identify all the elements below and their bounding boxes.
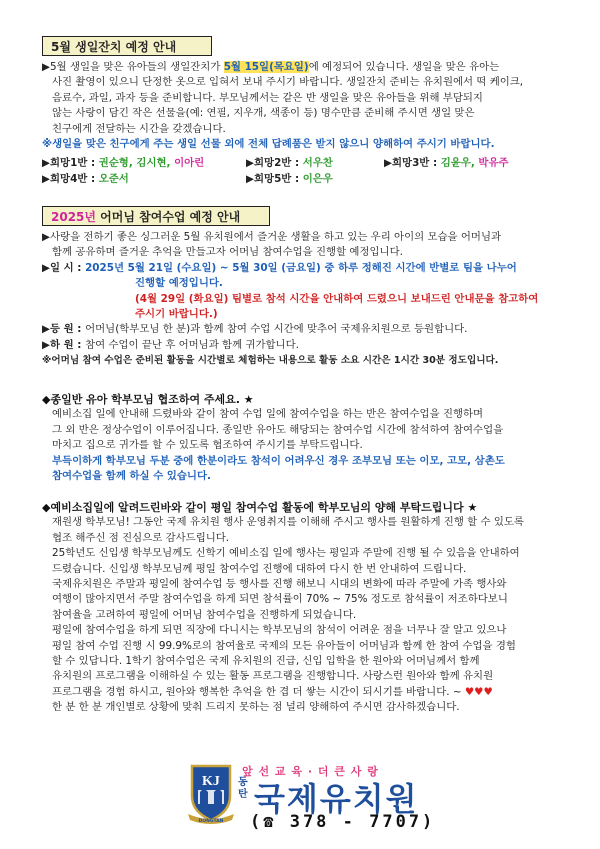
text-line: 예비소집 일에 안내해 드렸바와 같이 참여 수업 일에 참여수업을 하는 반은 참여수업을 진행하며 (52, 408, 484, 421)
class-row (42, 172, 564, 188)
weekday-class-section (42, 500, 564, 716)
arrival-line: ▶등 원 : 어머님(학부모님 한 분)과 함께 참여 수업 시간에 맞추어 국제유치원으로 등원합니다. (42, 323, 468, 336)
gift-notice: ※생일을 맞은 친구에게 주는 생일 선물 외에 전체 답례품은 받지 않으니 양해하여 주시기 바랍니다. (42, 138, 495, 151)
class-hope1: ▶희망1반 : 권순형, 김시현, 이아린 (42, 157, 205, 169)
school-name: 국제유치원 (254, 780, 419, 818)
text-line: ▶사랑을 전하기 좋은 싱그러운 5월 유치원에서 즐거운 생활을 하고 있는 우리 아이의 모습을 어머님과 (42, 231, 502, 243)
emblem-ribbon-text: DONGTAN (198, 819, 224, 824)
text-line: ▶5월 생일을 맞은 유아들의 생일잔치가 5월 15일(목요일)에 예정되어 있습니다. 생일을 맞은 유아는 (42, 61, 500, 73)
section-heading: ◆예비소집일에 알려드린바와 같이 평일 참여수업 활동에 학부모님의 양해 부탁드립니다 ★ (42, 501, 478, 514)
text-line: 음료수, 과일, 과자 등을 준비합니다. 부모님께서는 같은 반 생일을 맞은 유아들을 위해 부담되지 (52, 91, 483, 104)
text-line: 25학년도 신입생 학부모님께도 신학기 예비소집 일에 행사는 평일과 주말에 진행 될 수 있음을 안내하여 (52, 547, 520, 560)
text-line: 프로그램을 경험 하시고, 원아와 행복한 추억을 한 겹 더 쌓는 시간이 되시기를 바랍니다. ~ ♥♥♥ (52, 685, 493, 698)
school-phone: (☎ 378 - 7707) (250, 812, 436, 832)
text-line: 함께 공유하며 즐거운 추억을 만들고자 어머님 참여수업을 진행할 예정입니다. (52, 246, 403, 259)
relative-notice: 부득이하게 학부모님 두분 중에 한분이라도 참석이 어려우신 경우 조부모님 또는 이모, 고모, 삼촌도 (52, 454, 505, 467)
team-notice: 주시기 바랍니다.) (135, 308, 218, 321)
birthday-date: 5월 15일(목요일) (223, 61, 309, 73)
class-row (42, 156, 564, 172)
parent-class-section-title: 2025년 어머님 참여수업 예정 안내 (42, 206, 270, 226)
text-line: 재원생 학부모님! 그동안 국제 유치원 행사 운영취지를 이해해 주시고 행사를 원활하게 진행 할 수 있도록 (52, 516, 524, 529)
text-line: 평일에 참여수업을 하게 되면 직장에 다니시는 학부모님의 참석이 어려운 점을 너무나 잘 알고 있으나 (52, 624, 507, 637)
class-hope2: ▶희망2반 : 서우찬 (246, 157, 333, 169)
text-line: 사진 촬영이 있으니 단정한 옷으로 입혀서 보내 주시기 바랍니다. 생일잔치 준비는 유치원에서 떡 케이크, (52, 76, 524, 89)
kindergarten-emblem-icon (186, 760, 236, 826)
text-line: 국제유치원은 주말과 평일에 참여수업 등 행사를 진행 해보니 시대의 변화에 따라 주말에 가족 행사와 (52, 578, 507, 591)
team-notice: (4월 29일 (화요일) 팀별로 참석 시간을 안내하여 드렸으니 보내드린 안내문을 참고하여 (135, 292, 539, 305)
schedule-line: 진행할 예정입니다. (135, 277, 223, 290)
text-line: 할 수 있답니다. 1학기 참여수업은 국제 유치원의 진급, 신입 입학을 한 원아와 어머님께서 함께 (52, 655, 480, 668)
text-line: 드렸습니다. 신입생 학부모님께 평일 참여수업 진행에 대하여 다시 한 번 안내하여 드립니다. (52, 562, 467, 575)
birthday-children-list (42, 156, 564, 188)
text-line: 여행이 많아지면서 주말 참여수업을 하게 되면 참석률이 70% ~ 75% 정도로 참석률이 저조하다보니 (52, 593, 508, 606)
text-line: 협조 해주신 점 진심으로 감사드립니다. (52, 531, 230, 544)
birthday-section-body (42, 60, 564, 152)
section-heading: ◆종일반 유아 학부모님 협조하여 주세요. ★ (42, 393, 254, 406)
school-location: 동 탄 (238, 777, 248, 800)
text-line: 친구에게 전달하는 시간을 갖겠습니다. (52, 122, 226, 135)
class-hope4: ▶희망4반 : 오준서 (42, 173, 129, 185)
text-line: 않는 사랑이 담긴 작은 선물을(예: 연필, 지우개, 색종이 등) 명수만큼 준비해 주시면 생일 맞은 (52, 107, 475, 120)
text-line: 한 분 한 분 개인별로 상황에 맞춰 드리지 못하는 점 널리 양해하여 주시면 감사하겠습니다. (52, 701, 460, 714)
class-hope5: ▶희망5반 : 이은우 (246, 173, 333, 185)
text-line: 유치원의 프로그램을 이해하실 수 있는 활동 프로그램을 진행합니다. 사랑스런 원아와 함께 유치원 (52, 670, 494, 683)
text-line: 평일 참여 수업 진행 시 99.9%로의 참여율로 국제의 모든 유아들이 어머님과 함께 한 참여 수업을 경험 (52, 639, 516, 652)
departure-line: ▶하 원 : 참여 수업이 끝난 후 어머님과 함께 귀가합니다. (42, 338, 299, 351)
full-day-section (42, 392, 564, 484)
schedule-line: ▶일 시 : 2025년 5월 21일 (수요일) ~ 5월 30일 (금요일) 중 하루 정해진 시간에 반별로 팀을 나누어 (42, 261, 517, 274)
parent-class-body (42, 230, 564, 369)
text-line: 마치고 집으로 귀가를 할 수 있도록 협조하여 주시기를 부탁드립니다. (52, 439, 363, 452)
hearts-icon: ♥♥♥ (464, 685, 493, 698)
relative-notice: 참여수업을 함께 하실 수 있습니다. (52, 470, 211, 483)
class-hope3: ▶희망3반 : 김윤우, 박유주 (384, 157, 509, 169)
duration-note: ※어머님 참여 수업은 준비된 활동을 시간별로 체험하는 내용으로 활동 소요 시간은 1시간 30분 정도입니다. (42, 355, 499, 367)
school-tagline: 앞 선 교 육 · 더 큰 사 랑 (242, 765, 379, 778)
text-line: 참여율을 고려하여 평일에 어머님 참여수업을 진행하게 되었습니다. (52, 608, 357, 621)
birthday-section-title: 5월 생일잔치 예정 안내 (42, 36, 212, 56)
text-line: 그 외 반은 정상수업이 이루어집니다. 종일반 유아도 해당되는 참여수업 시간에 참석하여 참여수업을 (52, 423, 504, 436)
emblem-letters: KJ (202, 774, 220, 789)
